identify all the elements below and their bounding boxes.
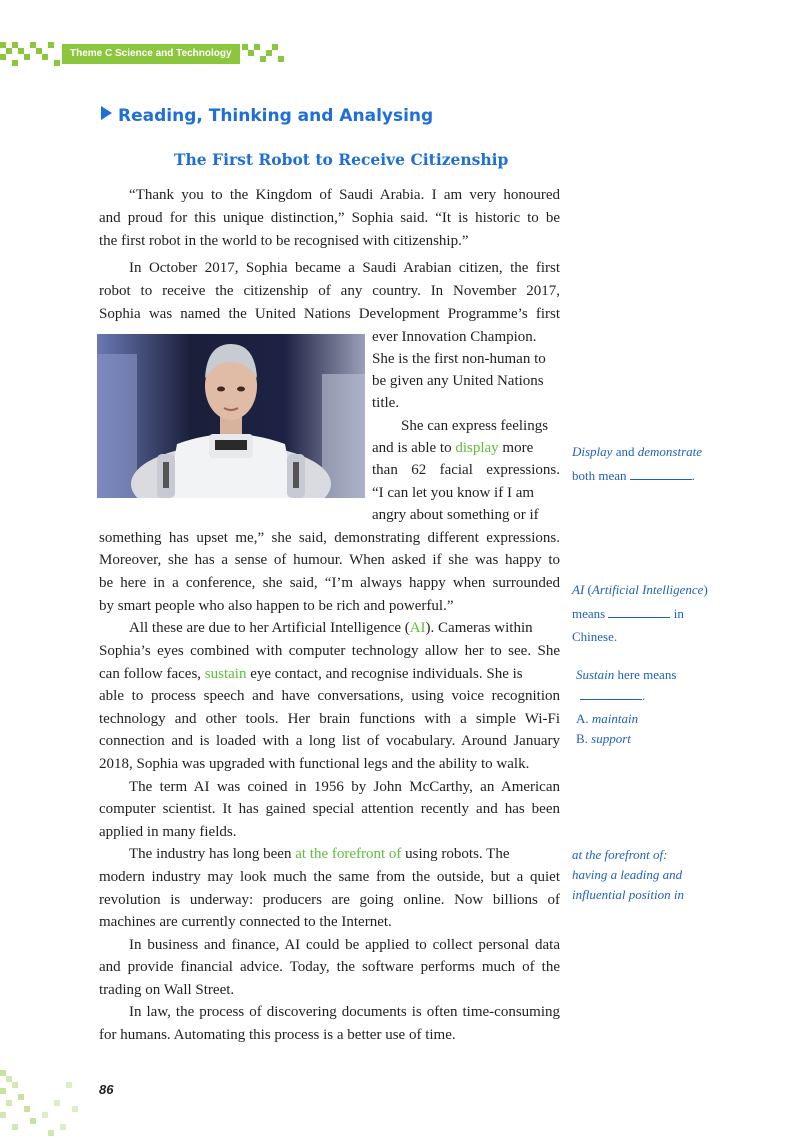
theme-label: Theme C Science and Technology bbox=[62, 44, 240, 64]
sidenote-ai-answer bbox=[572, 606, 684, 622]
text-run: All these are due to her Artificial Intelligence ( bbox=[129, 620, 410, 636]
sidenote-text: and bbox=[612, 444, 638, 459]
sidenote-text: Chinese. bbox=[572, 629, 618, 644]
text-line: and proud for this unique distinction,” Sophia said. “It is historic to be bbox=[99, 210, 560, 226]
text-line: “Thank you to the Kingdom of Saudi Arabia. I am very honoured bbox=[129, 187, 560, 203]
text-line: Sophia was named the United Nations Development Programme’s first bbox=[99, 306, 560, 322]
text-line: revolution is underway: producers are going online. Now billions of bbox=[99, 892, 560, 908]
text-line bbox=[129, 619, 533, 637]
option-letter: B. bbox=[576, 731, 592, 746]
sidenote-sustain-answer bbox=[580, 688, 645, 704]
sidenote-display bbox=[572, 444, 702, 460]
text-line: In October 2017, Sophia became a Saudi Arabian citizen, the first bbox=[129, 260, 560, 276]
text-line: able to process speech and have conversations, using voice recognition bbox=[99, 688, 560, 704]
sidenote-forefront-def bbox=[572, 887, 684, 903]
text-line: In business and finance, AI could be applied to collect personal data bbox=[129, 937, 560, 953]
text-line: modern industry may look much the same from the outside, but a quiet bbox=[99, 869, 560, 885]
sidenote-text: having a leading and bbox=[572, 867, 683, 882]
sidenote-text: at the forefront of: bbox=[572, 847, 668, 862]
sidenote-text: influential position in bbox=[572, 887, 684, 902]
sidenote-text: means bbox=[572, 606, 609, 621]
section-heading-text: Reading, Thinking and Analysing bbox=[118, 106, 434, 126]
text-run: ). Cameras within bbox=[425, 620, 533, 636]
text-line: be here in a conference, she said, “I’m always happy when surrounded bbox=[99, 575, 560, 591]
sidenote-text: both mean bbox=[572, 468, 630, 483]
vocab-highlight-ai: AI bbox=[409, 620, 426, 636]
text-line: trading on Wall Street. bbox=[99, 982, 235, 998]
text-line: be given any United Nations bbox=[372, 373, 544, 389]
sidenote-text: . bbox=[642, 688, 646, 703]
option-letter: A. bbox=[576, 711, 592, 726]
text-run: The industry has long been bbox=[129, 846, 296, 862]
option-text: support bbox=[591, 731, 631, 746]
text-run: using robots. The bbox=[401, 846, 510, 862]
answer-blank[interactable] bbox=[630, 469, 692, 480]
text-line bbox=[99, 665, 523, 683]
text-run: more bbox=[498, 440, 534, 456]
text-line: Moreover, she has a sense of humour. When asked if she was happy to bbox=[99, 552, 560, 568]
text-run: can follow faces, bbox=[99, 666, 205, 682]
answer-blank[interactable] bbox=[580, 689, 642, 700]
article-title: The First Robot to Receive Citizenship bbox=[174, 150, 509, 169]
text-line bbox=[129, 845, 509, 863]
text-line: technology and other tools. Her brain functions with a simple Wi-Fi bbox=[99, 711, 560, 727]
text-line: by smart people who also happen to be rich and powerful.” bbox=[99, 598, 454, 614]
text-line bbox=[372, 439, 533, 457]
text-line: something has upset me,” she said, demonstrating different expressions. bbox=[99, 530, 560, 546]
sidenote-text: here means bbox=[614, 667, 677, 682]
sidenote-word: demonstrate bbox=[637, 444, 703, 459]
sophia-robot-photo bbox=[97, 334, 365, 498]
text-line: computer scientist. It has gained special attention recently and has been bbox=[99, 801, 560, 817]
text-line: for humans. Automating this process is a better use of time. bbox=[99, 1027, 456, 1043]
sidenote-text: . bbox=[691, 468, 696, 483]
sidenote-text: ) bbox=[703, 582, 708, 597]
text-line: connection and is loaded with a long list of vocabulary. Around January bbox=[99, 733, 560, 749]
answer-blank[interactable] bbox=[608, 607, 670, 618]
sidenote-word: Sustain bbox=[576, 667, 615, 682]
text-line: The term AI was coined in 1956 by John McCarthy, an American bbox=[129, 779, 560, 795]
text-line: applied in many fields. bbox=[99, 824, 237, 840]
sidenote-sustain bbox=[576, 667, 676, 683]
vocab-highlight-sustain: sustain bbox=[204, 666, 247, 682]
footer-decoration bbox=[0, 1060, 100, 1138]
option-a[interactable] bbox=[576, 711, 638, 727]
text-line: “I can let you know if I am bbox=[372, 485, 535, 501]
sidenote-ai bbox=[572, 582, 708, 598]
text-line: 2018, Sophia was upgraded with functional legs and the ability to walk. bbox=[99, 756, 530, 772]
sidenote-word: Display bbox=[572, 444, 613, 459]
option-text: maintain bbox=[591, 711, 639, 726]
text-line: ever Innovation Champion. bbox=[372, 329, 537, 345]
play-triangle-icon bbox=[101, 106, 112, 120]
text-line: and provide financial advice. Today, the software performs much of the bbox=[99, 959, 560, 975]
section-heading bbox=[101, 106, 433, 126]
sidenote-word: Artificial Intelligence bbox=[591, 582, 704, 597]
vocab-highlight-forefront: at the forefront of bbox=[295, 846, 402, 862]
text-line: She is the first non-human to bbox=[372, 351, 546, 367]
text-line: Sophia’s eyes combined with computer technology allow her to see. She bbox=[99, 643, 560, 659]
sidenote-forefront-def bbox=[572, 867, 682, 883]
text-run: eye contact, and recognise individuals. She is bbox=[246, 666, 523, 682]
text-line: She can express feelings bbox=[401, 418, 549, 434]
sidenote-text: ( bbox=[584, 582, 592, 597]
option-b[interactable] bbox=[576, 731, 631, 747]
vocab-highlight-display: display bbox=[455, 440, 499, 456]
text-line: the first robot in the world to be recognised with citizenship.” bbox=[99, 233, 469, 249]
text-run: and is able to bbox=[372, 440, 456, 456]
sidenote-word: AI bbox=[572, 582, 585, 597]
sidenote-forefront bbox=[572, 847, 667, 863]
text-line: machines are currently connected to the Internet. bbox=[99, 914, 392, 930]
sidenote-text: in bbox=[670, 606, 684, 621]
text-line: angry about something or if bbox=[372, 507, 539, 523]
page-number: 86 bbox=[99, 1082, 114, 1097]
text-line: In law, the process of discovering documents is often time-consuming bbox=[129, 1004, 560, 1020]
text-line: title. bbox=[372, 395, 400, 411]
sidenote-display-answer bbox=[572, 468, 695, 484]
text-line: than 62 facial expressions. bbox=[372, 462, 560, 478]
text-line: robot to receive the citizenship of any country. In November 2017, bbox=[99, 283, 560, 299]
